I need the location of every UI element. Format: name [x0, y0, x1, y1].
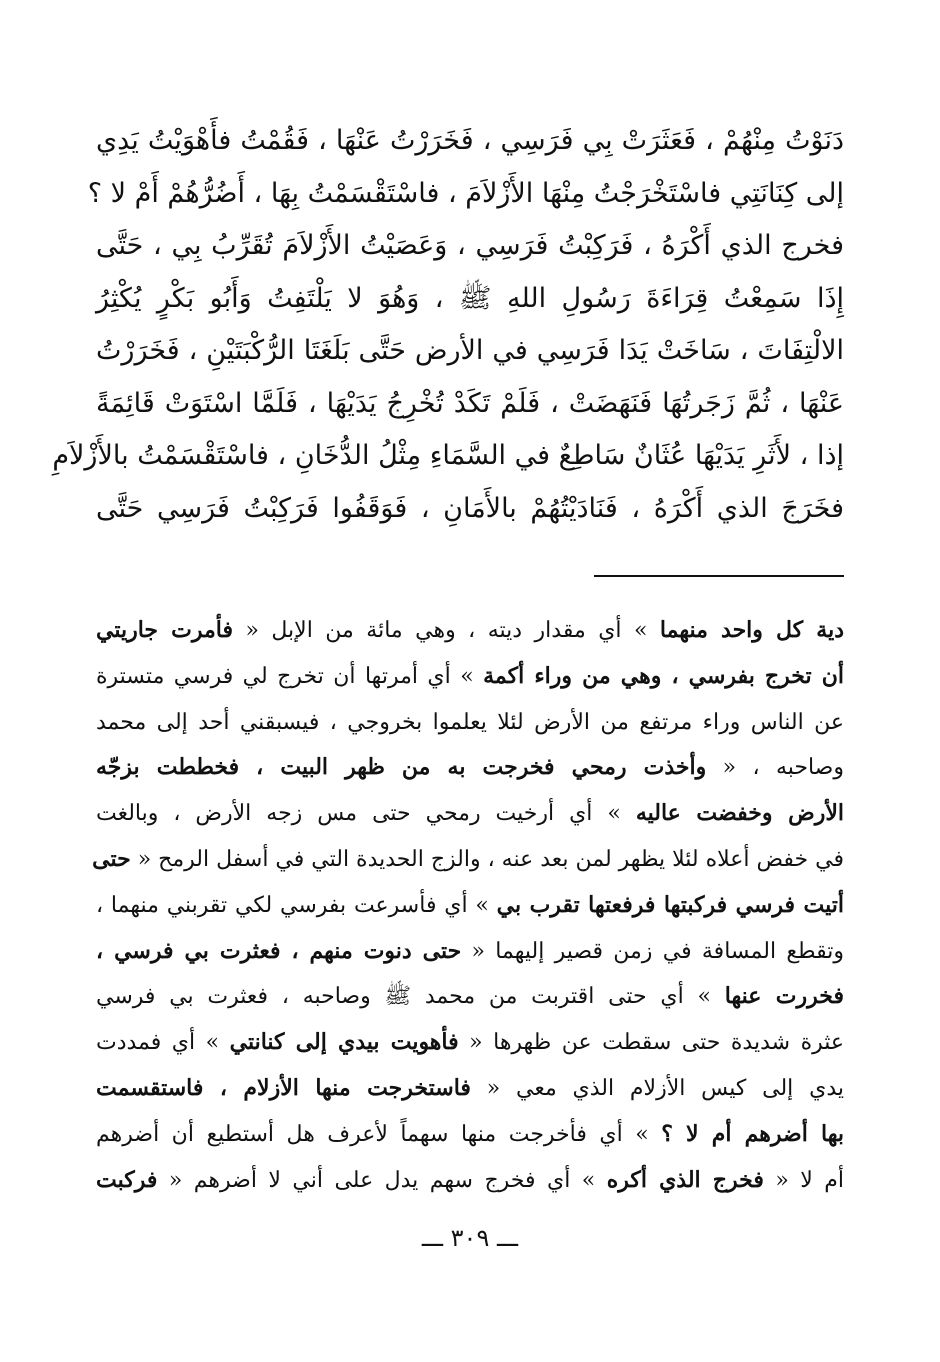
footnote-quoted-text: فأهويت بيدي إلى كنانتي	[229, 1029, 459, 1056]
footnote-quoted-text: حتى	[92, 845, 131, 872]
footnote-quoted-text: فخرج الذي أكره	[606, 1166, 764, 1193]
footnote-commentary-text: » أي فخرج سهم يدل على أني لا أضرهم «	[157, 1167, 607, 1193]
main-text-line: إذا ، لأَثَرِ يَدَيْهَا عُثَانٌ سَاطِعٌ في السَّمَاءِ مِثْلُ الدُّخَانِ ، فاسْتَقْسَمْتُ بالأَزْلاَمِ	[52, 440, 844, 471]
footnote-quoted-text: أن تخرج بفرسي ، وهي من وراء أكمة	[483, 662, 844, 689]
footnote-commentary-text: » أي فمددت	[96, 1030, 230, 1056]
footnote-quoted-text: أتيت فرسي فركبتها فرفعتها تقرب بي	[496, 891, 844, 918]
footnote-separator	[594, 575, 844, 577]
footnote-commentary-text: » أي مقدار ديته ، وهي مائة من الإبل «	[233, 618, 660, 643]
footnote-commentary-text: عثرة شديدة حتى سقطت عن ظهرها «	[458, 1030, 845, 1056]
footnote-commentary-text: وتقطع المسافة في زمن قصير إليهما «	[461, 938, 844, 964]
main-text-line: إِذَا سَمِعْتُ قِرَاءَةَ رَسُولِ اللهِ ﷺ ، وَهُوَ لا يَلْتَفِتُ وَأَبُو بَكْرٍ يُكْثِرُ	[96, 282, 844, 314]
footnote-line	[96, 608, 844, 654]
footnote-commentary-text: في خفض أعلاه لئلا يظهر لمن بعد عنه ، والزج الحديدة التي في أسفل الرمح «	[130, 846, 844, 872]
footnotes-block	[92, 608, 845, 1203]
footnote-line	[96, 1020, 844, 1066]
footnote-line	[96, 745, 844, 791]
footnote-quoted-text: الأرض وخفضت عاليه	[635, 800, 844, 827]
main-text-line: فخَرَجَ الذي أَكْرَهُ ، فَنَادَيْتُهُمْ بالأَمَانِ ، فَوَقَفُوا فَرَكِبْتُ فَرَسِي حَتَّى	[96, 492, 844, 524]
footnote-commentary-text: أم لا «	[763, 1167, 844, 1193]
footnote-quoted-text: حتى دنوت منهم ، فعثرت بي فرسي ،	[96, 937, 462, 964]
main-text-line: إلى كِنَانَتِي فاسْتَخْرَجْتُ مِنْهَا الأَزْلاَمَ ، فاسْتَقْسَمْتُ بِهَا ، أَضُرُّهُمْ أَمْ لا ؟	[87, 177, 844, 209]
footnote-line	[96, 1066, 844, 1112]
footnote-quoted-text: فاستخرجت منها الأزلام ، فاستقسمت	[96, 1074, 471, 1101]
footnote-line	[96, 1158, 844, 1204]
footnote-line	[96, 883, 844, 929]
footnote-line	[96, 974, 844, 1020]
footnote-commentary-text: وصاحبه ، «	[706, 755, 844, 781]
footnote-line	[92, 837, 844, 883]
footnote-quoted-text: وأخذت رمحي فخرجت به من ظهر البيت ، فخططت بزجّه	[96, 754, 707, 781]
footnote-line	[96, 929, 844, 975]
main-text-block	[52, 115, 844, 535]
footnote-commentary-text: » أي أرخيت رمحي حتى مس زجه الأرض ، وبالغت	[96, 801, 636, 827]
footnote-commentary-text: » أي حتى اقتربت من محمد ﷺ وصاحبه ، فعثرت بي فرسي	[96, 984, 725, 1010]
main-text-line: فخرج الذي أَكْرَهُ ، فَرَكِبْتُ فَرَسِي ، وَعَصَيْتُ الأَزْلاَمَ تُقَرِّبُ بِي ، حَتَّى	[96, 230, 844, 261]
footnote-quoted-text: فأمرت جاريتي	[96, 617, 234, 643]
footnote-commentary-text: » أي فأخرجت منها سهماً لأعرف هل أستطيع أن أضرهم	[96, 1121, 662, 1147]
footnote-quoted-text: فركبت	[96, 1166, 158, 1193]
main-text-line: الالْتِفَاتَ ، سَاخَتْ يَدَا فَرَسِي في الأرض حَتَّى بَلَغَتَا الرُّكْبَتَيْنِ ، فَخَرَرْتُ	[96, 335, 844, 366]
footnote-commentary-text: » أي فأسرعت بفرسي لكي تقربني منهما ،	[96, 892, 497, 918]
footnote-quoted-text: فخررت عنها	[724, 983, 845, 1010]
footnote-commentary-text: » أي أمرتها أن تخرج لي فرسي متسترة	[96, 663, 484, 689]
page-number: ـــ ٣٠٩ ـــ	[421, 1224, 519, 1252]
main-text-line: عَنْهَا ، ثُمَّ زَجَرتُهَا فَنَهَضَتْ ، فَلَمْ تَكَدْ تُخْرِجُ يَدَيْهَا ، فَلَمَّا اسْتَوَتْ قَائِمَةً	[96, 387, 844, 419]
footnote-line	[96, 654, 844, 700]
footnote-line	[96, 1112, 844, 1158]
footnote-quoted-text: دية كل واحد منهما	[659, 617, 844, 643]
footnote-line	[96, 700, 844, 746]
footnote-commentary-text: عن الناس وراء مرتفع من الأرض لئلا يعلموا بخروجي ، فيسبقني أحد إلى محمد	[96, 709, 844, 735]
footnote-line	[96, 791, 844, 837]
main-text-line: دَنَوْتُ مِنْهُمْ ، فَعَثَرَتْ بِي فَرَسِي ، فَخَرَرْتُ عَنْهَا ، فَقُمْتُ فأَهْوَيْتُ يَدِي	[96, 125, 844, 156]
footnote-quoted-text: بها أضرهم أم لا ؟	[661, 1120, 844, 1147]
footnote-commentary-text: يدي إلى كيس الأزلام الذي معي «	[470, 1075, 844, 1101]
